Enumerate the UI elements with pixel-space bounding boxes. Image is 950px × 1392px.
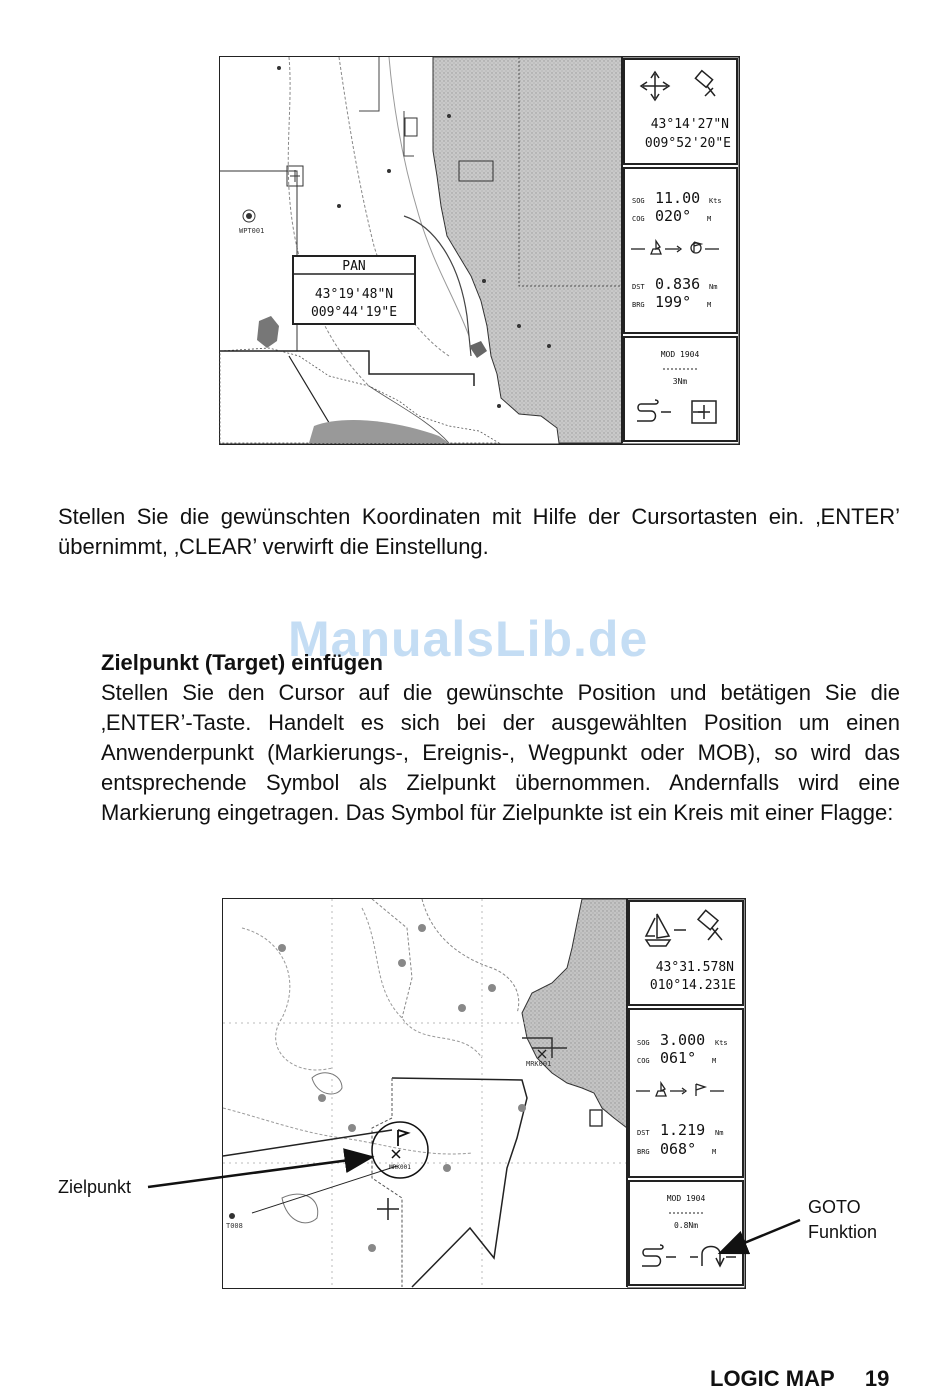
page-footer [710,1366,889,1392]
watermark-logo: ManualsLib.de [288,611,649,667]
scale-value: 0.8Nm [673,1221,699,1230]
dst-unit: Nm [709,283,718,291]
chart-screenshot-goto [222,898,746,1289]
callout-goto-line1: GOTO [808,1197,861,1217]
map-label-mrk: MRK001 [526,1060,552,1068]
nautical-chart-map[interactable] [223,899,627,1288]
pan-title: PAN [342,259,366,274]
nautical-chart-map[interactable] [220,57,622,443]
position-latitude: 43°31.578N [655,960,734,975]
brg-unit: M [707,301,712,309]
sog-value: 3.000 [660,1031,706,1049]
scale-value: 3Nm [672,377,688,386]
target-label: MRK001 [389,1164,411,1171]
section-heading: Zielpunkt (Target) einfügen [101,650,383,675]
cog-value: 020° [655,207,692,225]
brg-label: BRG [632,301,645,309]
position-latitude: 43°14'27"N [650,117,729,132]
sog-unit: Kts [709,197,722,205]
pan-coordinate-box[interactable] [293,256,415,324]
position-longitude: 010°14.231E [649,978,736,993]
chart-screenshot-pan [219,56,740,445]
brg-value: 068° [660,1140,697,1158]
cog-value: 061° [660,1049,697,1067]
dst-unit: Nm [715,1129,724,1137]
brg-unit: M [712,1148,717,1156]
chart-id: MOD 1904 [660,350,700,359]
chart-id: MOD 1904 [666,1194,706,1203]
cog-label: COG [637,1057,650,1065]
info-panel [629,901,743,1285]
dst-value: 0.836 [655,275,701,293]
sog-label: SOG [632,197,645,205]
map-label-t: T008 [226,1222,243,1230]
brg-value: 199° [655,293,692,311]
instruction-paragraph: Stellen Sie die gewünschten Koordinaten mit Hilfe der Cursortasten ein. ‚ENTER’ übernimmt, ‚CLEAR’ verwirft die Einstellung. [58,504,900,559]
dst-value: 1.219 [660,1121,706,1139]
cog-label: COG [632,215,645,223]
info-panel [624,59,737,441]
dst-label: DST [637,1129,650,1137]
brg-label: BRG [637,1148,650,1156]
footer-title: LOGIC MAP [710,1366,835,1391]
cog-unit: M [712,1057,717,1065]
target-paragraph: Stellen Sie den Cursor auf die gewünschte Position und betätigen Sie die ‚ENTER’-Taste. Handelt es sich bei der ausgewählten Position um einen Anwenderpunkt (Markierungs-, Ereignis-, Wegpunkt oder MOB), so wird das entsprechende Symbol als Zielpunkt übernommen. Andernfalls wird eine Markierung eingetragen. Das Symbol für Zielpunkte ist ein Kreis mit einer Flagge: [101,680,900,825]
sog-unit: Kts [715,1039,728,1047]
cog-unit: M [707,215,712,223]
sog-label: SOG [637,1039,650,1047]
dst-label: DST [632,283,645,291]
position-longitude: 009°52'20"E [644,136,731,151]
pan-latitude[interactable]: 43°19'48"N [314,287,394,302]
callout-target-label: Zielpunkt [58,1177,132,1197]
page-number: 19 [864,1366,890,1391]
sog-value: 11.00 [655,189,701,207]
pan-longitude[interactable]: 009°44'19"E [310,305,398,320]
callout-goto-line2: Funktion [808,1222,878,1242]
callout-goto-label [808,1195,877,1245]
waypoint-label: WPT001 [239,227,265,235]
